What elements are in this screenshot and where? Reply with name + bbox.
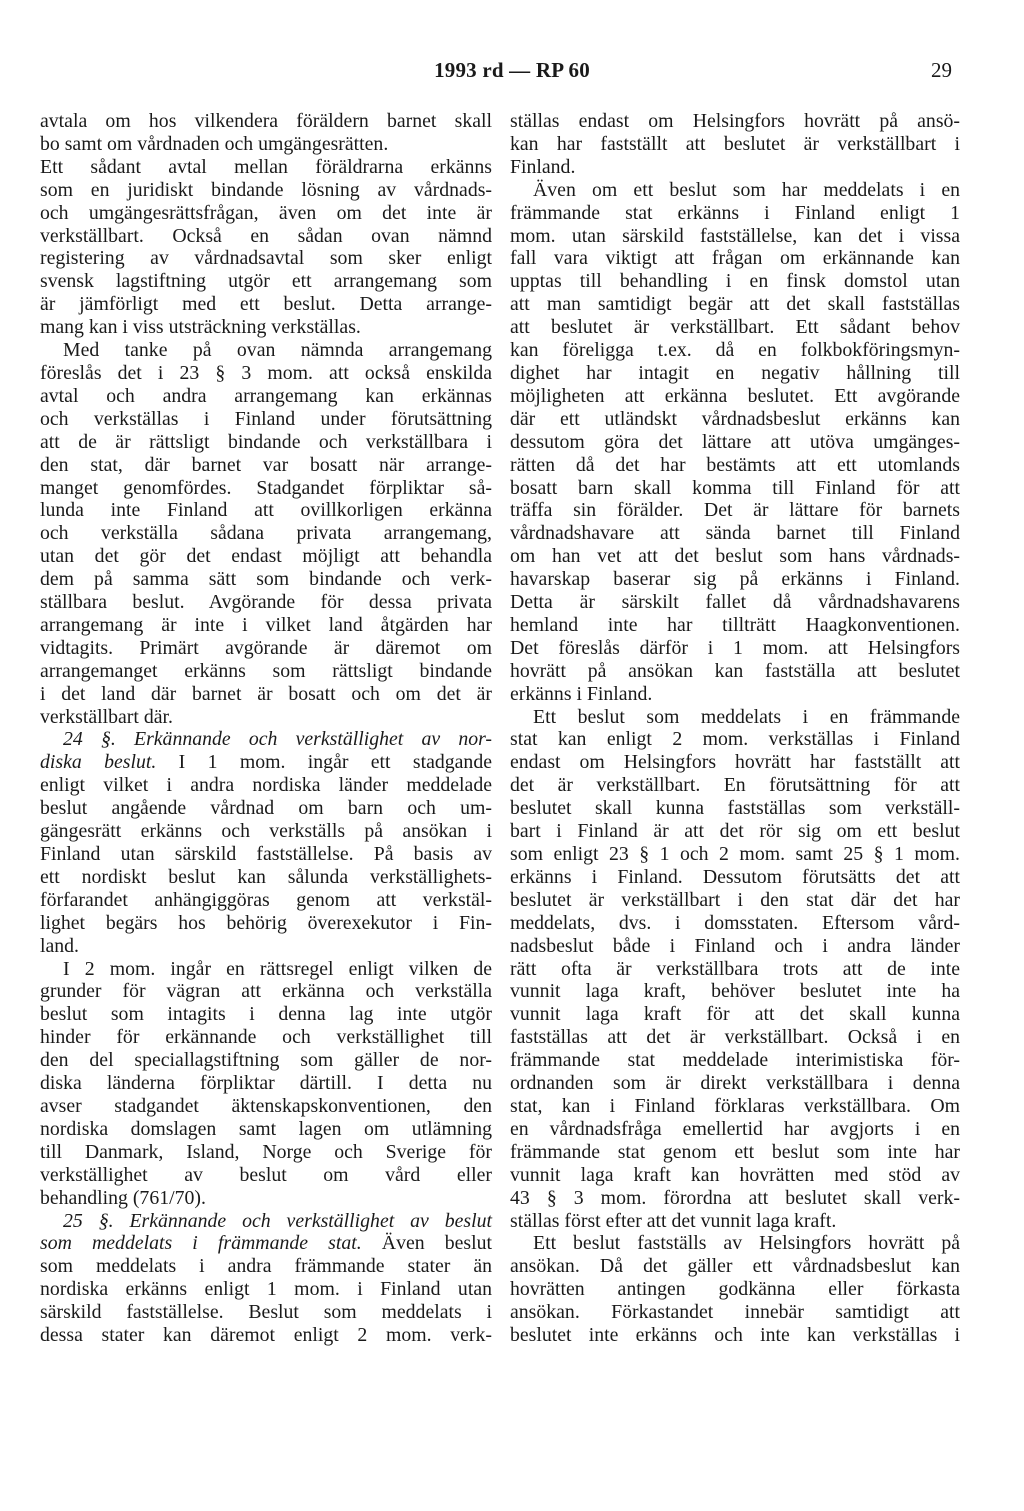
text-line: hemland inte har tillträtt Haagkonventionen.: [510, 613, 960, 636]
text-line: gängesrätt erkänns och verkställs på ansökan i: [40, 820, 492, 843]
left-text-column: [40, 110, 492, 1347]
text-line: som meddelats i andra främmande stater än: [40, 1255, 492, 1278]
text-line: avser stadgandet äktenskapskonventionen, den: [40, 1094, 492, 1117]
text-line: stat kan enligt 2 mom. verkställas i Finland: [510, 728, 960, 751]
text-line: nadsbeslut både i Finland och i andra länder: [510, 934, 960, 957]
text-line: i det land där barnet är bosatt och om det är: [40, 682, 492, 705]
text-line: dighet har intagit en negativ hållning till: [510, 361, 960, 384]
text-line: föreslås det i 23 § 3 mom. att också enskilda: [40, 361, 492, 384]
text-line: lunda inte Finland att ovillkorligen erkänna: [40, 499, 492, 522]
text-line: havarskap baserar sig på erkänns i Finland.: [510, 568, 960, 591]
text-line: avtala om hos vilkendera föräldern barnet skall: [40, 110, 492, 132]
text-line: bo samt om vårdnaden och umgängesrätten.: [40, 132, 389, 155]
text-line: utan det gör det endast möjligt att behandla: [40, 545, 492, 568]
text-line: vunnit laga kraft för att det skall kunna: [510, 1003, 960, 1026]
text-line: grunder för vägran att erkänna och verkställa: [40, 980, 492, 1003]
text-line: bosatt barn skall komma till Finland för att: [510, 476, 960, 499]
text-line: och verkställa sådana privata arrangemang,: [40, 522, 492, 545]
text-line: verkställbart där.: [40, 705, 173, 728]
text-line: 43 § 3 mom. förordna att beslutet skall verk-: [510, 1186, 960, 1209]
text-line: Ett beslut som meddelats i en främmande: [533, 705, 960, 728]
text-line: arrangemang är inte i vilket land åtgärden har: [40, 613, 492, 636]
text-line: hinder för erkännande och verkställighet till: [40, 1026, 492, 1049]
text-line: att man samtidigt begär att det skall fastställas: [510, 293, 960, 316]
text-line: det är verkställbart. En förutsättning för att: [510, 774, 960, 797]
text-line: mang kan i viss utsträckning verkställas.: [40, 316, 361, 339]
text-line: Finland utan särskild fastställelse. På basis av: [40, 843, 492, 865]
text-line: rätt ofta är verkställbara trots att de inte: [510, 957, 960, 980]
text-line: främmande stat genom ett beslut som inte har: [510, 1140, 960, 1163]
text-line: att beslutet är verkställbart. Ett sådant behov: [510, 316, 960, 339]
text-line: bart i Finland är att det rör sig om ett beslut: [510, 820, 960, 843]
text-line: svensk lagstiftning utgör ett arrangemang som: [40, 270, 492, 293]
text-line: I 2 mom. ingår en rättsregel enligt vilken de: [63, 957, 492, 980]
text-line: fall vara viktigt att frågan om erkännande kan: [510, 247, 960, 270]
text-line: beslutet skall kunna fastställas som verkställ-: [510, 797, 960, 820]
text-line: registering av vårdnadsavtal som sker enligt: [40, 247, 492, 270]
text-line: diska beslut. I 1 mom. ingår ett stadgande: [40, 751, 492, 774]
text-line: Ett sådant avtal mellan föräldrarna erkänns: [40, 155, 492, 178]
text-line: där ett utländskt vårdnadsbeslut erkänns kan: [510, 407, 960, 430]
text-line: beslutet är verkställbart i den stat där det har: [510, 888, 960, 911]
text-line: meddelats, dvs. i domsstaten. Eftersom vård-: [510, 911, 960, 934]
text-line: diska länderna förpliktar därtill. I detta nu: [40, 1072, 492, 1095]
text-line: nordiska erkänns enligt 1 mom. i Finland utan: [40, 1278, 492, 1301]
text-line: ett nordiskt beslut kan sålunda verkställighets-: [40, 865, 492, 888]
text-line: verkställighet av beslut om vård eller: [40, 1163, 492, 1186]
text-line: Ett beslut fastställs av Helsingfors hovrätt på: [533, 1232, 960, 1255]
text-line: endast om Helsingfors hovrätt har fastställt att: [510, 751, 960, 774]
text-line: och umgängesrättsfrågan, även om det inte är: [40, 201, 492, 224]
text-line: om han vet att det beslut som hans vårdnads-: [510, 545, 960, 568]
text-line: upptas till behandling i en finsk domstol utan: [510, 270, 960, 293]
text-line: stat, kan i Finland förklaras verkställbara. Om: [510, 1094, 960, 1117]
text-line: rätten då det har bestämts att ett utomlands: [510, 453, 960, 476]
text-line: som en juridiskt bindande lösning av vårdnads-: [40, 178, 492, 201]
text-line: ansökan. Förkastandet innebär samtidigt att: [510, 1301, 960, 1324]
page-number: 29: [931, 58, 952, 82]
text-line: hovrätt på ansökan kan fastställa att beslutet: [510, 659, 960, 682]
text-line: beslut angående vårdnad om barn och um-: [40, 797, 492, 820]
text-line: vunnit laga kraft kan hovrätten med stöd av: [510, 1163, 960, 1186]
text-line: 25 §. Erkännande och verkställighet av beslut: [63, 1209, 492, 1232]
text-line: enligt vilket i andra nordiska länder meddelade: [40, 774, 492, 797]
text-line: ställas först efter att det vunnit laga kraft.: [510, 1209, 837, 1232]
text-line: Det föreslås därför i 1 mom. att Helsingfors: [510, 636, 960, 659]
text-line: är jämförligt med ett beslut. Detta arrange-: [40, 293, 492, 316]
running-title: 1993 rd — RP 60: [434, 58, 590, 82]
text-line: beslutet inte erkänns och inte kan verkställas i: [510, 1324, 960, 1347]
text-line: att de är rättsligt bindande och verkställbara i: [40, 430, 492, 453]
text-line: en vårdnadsfråga emellertid har avgjorts i en: [510, 1117, 960, 1140]
text-line: manget genomfördes. Stadgandet förpliktar så-: [40, 476, 492, 499]
text-line: Finland.: [510, 155, 576, 178]
text-line: dessutom göra det lättare att utöva umgänges-: [510, 430, 960, 453]
text-line: vidtagits. Primärt avgörande är däremot om: [40, 636, 492, 659]
text-line: hovrätten antingen godkänna eller förkasta: [510, 1278, 960, 1301]
text-line: främmande stat erkänns i Finland enligt 1: [510, 201, 960, 224]
text-line: lighet begärs hos behörig överexekutor i Fin-: [40, 911, 492, 934]
text-line: förfarandet anhängiggöras genom att verkstäl-: [40, 888, 492, 911]
text-line: träffa sin förälder. Det är lättare för barnets: [510, 499, 960, 522]
text-line: dem på samma sätt som bindande och verk-: [40, 568, 492, 591]
text-line: Detta är särskilt fallet då vårdnadshavarens: [510, 591, 960, 614]
text-line: den stat, där barnet var bosatt när arrange-: [40, 453, 492, 476]
text-line: mom. utan särskild fastställelse, kan det i vissa: [510, 224, 960, 247]
text-line: ordnanden som är direkt verkställbara i denna: [510, 1072, 960, 1095]
text-line: kan har fastställt att beslutet är verkställbart i: [510, 132, 960, 155]
text-line: beslut som intagits i denna lag inte utgör: [40, 1003, 492, 1026]
text-line: främmande stat meddelade interimistiska för-: [510, 1049, 960, 1072]
text-line: erkänns i Finland. Dessutom förutsätts det att: [510, 865, 960, 888]
text-line: dessa stater kan däremot enligt 2 mom. verk-: [40, 1324, 492, 1347]
text-line: den del speciallagstiftning som gäller de nor-: [40, 1049, 492, 1072]
text-line: erkänns i Finland.: [510, 682, 653, 705]
text-line: vårdnadshavare att sända barnet till Finland: [510, 522, 960, 545]
text-line: 24 §. Erkännande och verkställighet av nor-: [63, 728, 492, 751]
text-line: nordiska domslagen samt lagen om utlämning: [40, 1117, 492, 1140]
text-line: ställas endast om Helsingfors hovrätt på ansö-: [510, 110, 960, 132]
text-line: möjligheten att erkänna beslutet. Ett avgörande: [510, 384, 960, 407]
page-header: [0, 58, 1024, 88]
right-text-column: [510, 110, 960, 1347]
text-line: land.: [40, 934, 80, 957]
text-line: avtal och andra arrangemang kan erkännas: [40, 384, 492, 407]
text-line: ansökan. Då det gäller ett vårdnadsbeslut kan: [510, 1255, 960, 1278]
text-line: som meddelats i främmande stat. Även beslut: [40, 1232, 492, 1255]
text-line: och verkställas i Finland under förutsättning: [40, 407, 492, 430]
text-line: verkställbart. Också en sådan ovan nämnd: [40, 224, 492, 247]
text-line: ställbara beslut. Avgörande för dessa privata: [40, 591, 492, 614]
text-line: Med tanke på ovan nämnda arrangemang: [63, 339, 492, 362]
text-line: fastställas att det är verkställbart. Också i en: [510, 1026, 960, 1049]
text-line: kan föreligga t.ex. då en folkbokföringsmyn-: [510, 339, 960, 362]
text-line: arrangemanget erkänns som rättsligt bindande: [40, 659, 492, 682]
text-line: till Danmark, Island, Norge och Sverige för: [40, 1140, 492, 1163]
text-line: vunnit laga kraft, behöver beslutet inte ha: [510, 980, 960, 1003]
text-line: särskild fastställelse. Beslut som meddelats i: [40, 1301, 492, 1324]
text-line: som enligt 23 § 1 och 2 mom. samt 25 § 1 mom.: [510, 843, 960, 865]
text-line: Även om ett beslut som har meddelats i en: [533, 178, 960, 201]
text-line: behandling (761/70).: [40, 1186, 206, 1209]
